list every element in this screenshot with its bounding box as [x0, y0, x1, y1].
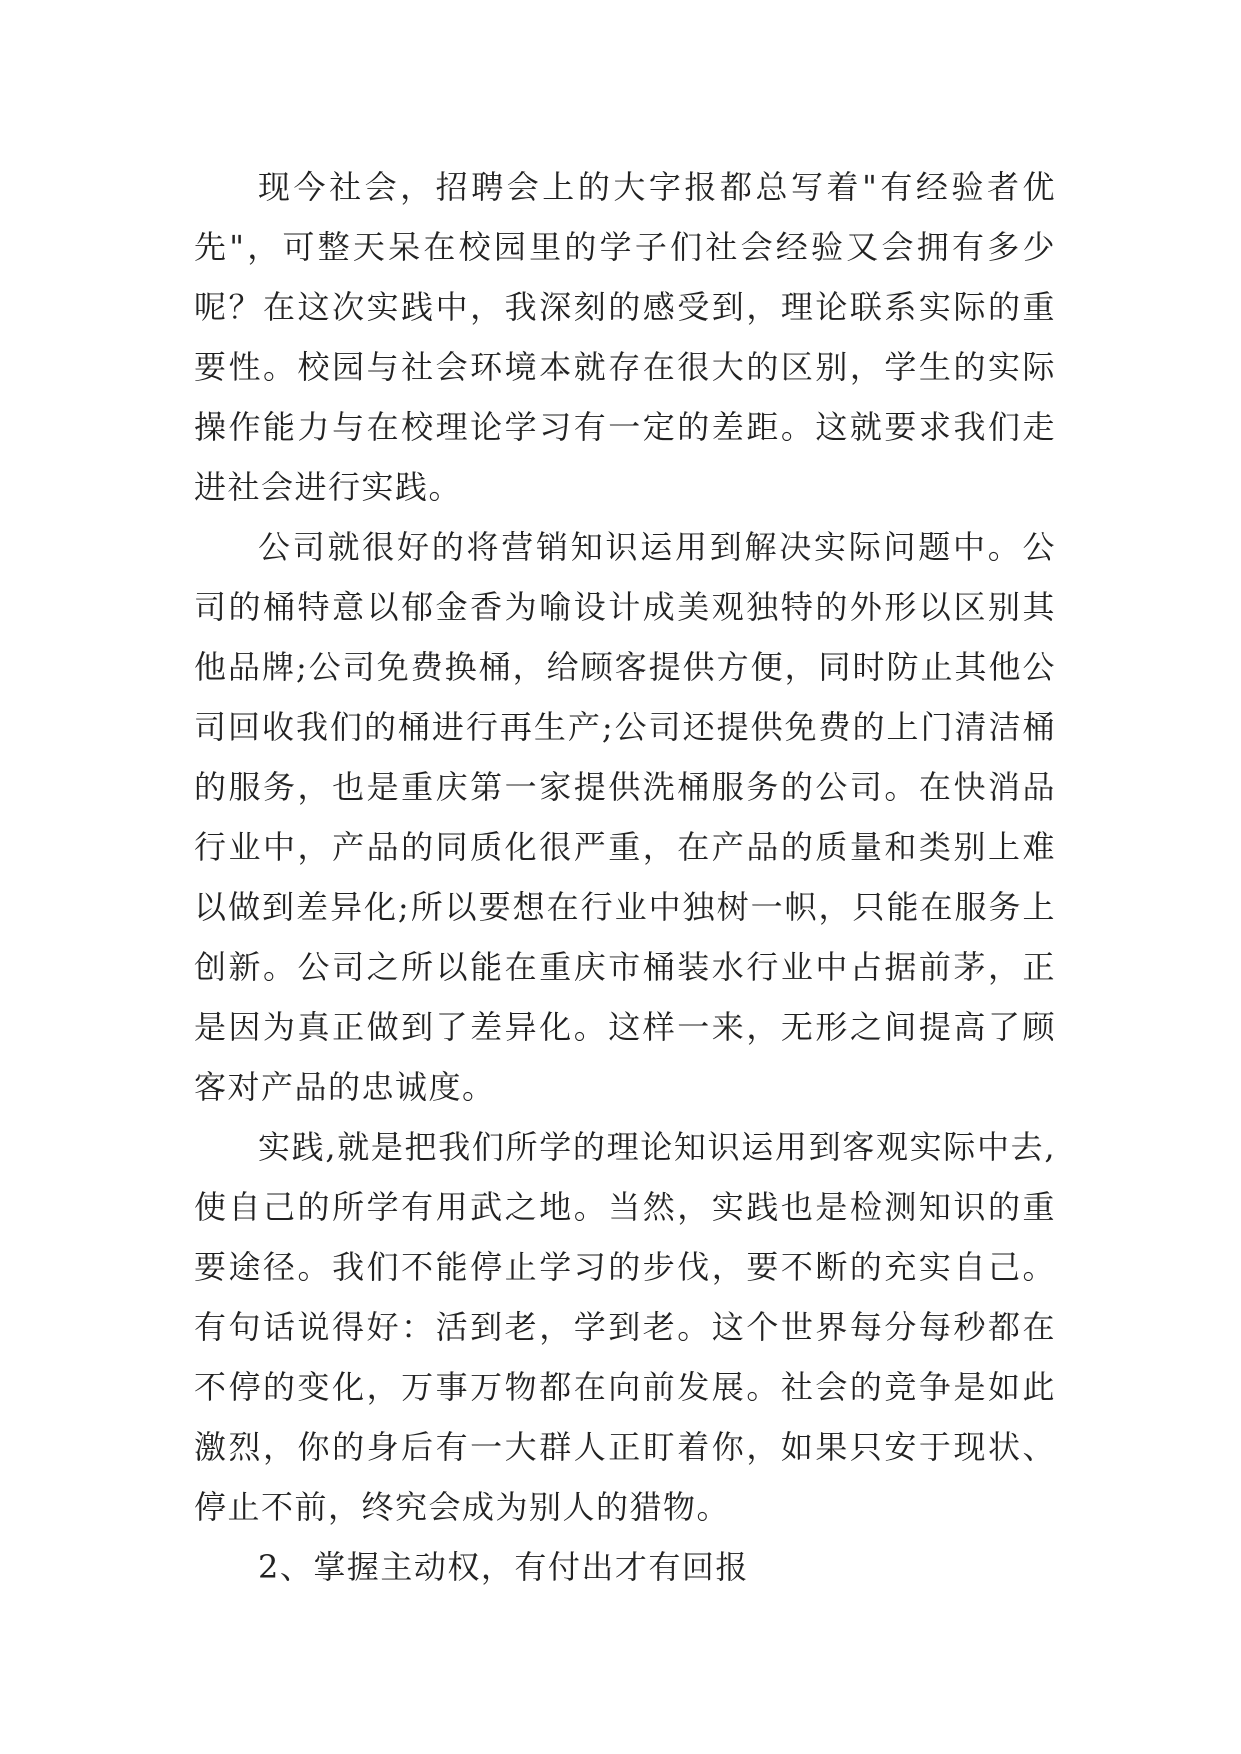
paragraph-3: 实践,就是把我们所学的理论知识运用到客观实际中去,使自己的所学有用武之地。当然，实践也是检测知识的重要途径。我们不能停止学习的步伐，要不断的充实自己。有句话说得好：活到老，学到老。这个世界每分每秒都在不停的变化，万事万物都在向前发展。社会的竞争是如此激烈，你的身后有一大群人正盯着你，如果只安于现状、停止不前，终究会成为别人的猎物。 — [194, 1128, 1056, 1526]
section-heading: 2、掌握主动权，有付出才有回报 — [258, 1548, 749, 1586]
document-body — [194, 157, 1056, 1597]
paragraph-1: 现今社会，招聘会上的大字报都总写着"有经验者优先"，可整天呆在校园里的学子们社会经验又会拥有多少呢？在这次实践中，我深刻的感受到，理论联系实际的重要性。校园与社会环境本就存在很大的区别，学生的实际操作能力与在校理论学习有一定的差距。这就要求我们走进社会进行实践。 — [194, 168, 1056, 506]
paragraph-2: 公司就很好的将营销知识运用到解决实际问题中。公司的桶特意以郁金香为喻设计成美观独特的外形以区别其他品牌;公司免费换桶，给顾客提供方便，同时防止其他公司回收我们的桶进行再生产;公司还提供免费的上门清洁桶的服务，也是重庆第一家提供洗桶服务的公司。在快消品行业中，产品的同质化很严重，在产品的质量和类别上难以做到差异化;所以要想在行业中独树一帜，只能在服务上创新。公司之所以能在重庆市桶装水行业中占据前茅，正是因为真正做到了差异化。这样一来，无形之间提高了顾客对产品的忠诚度。 — [194, 528, 1056, 1106]
